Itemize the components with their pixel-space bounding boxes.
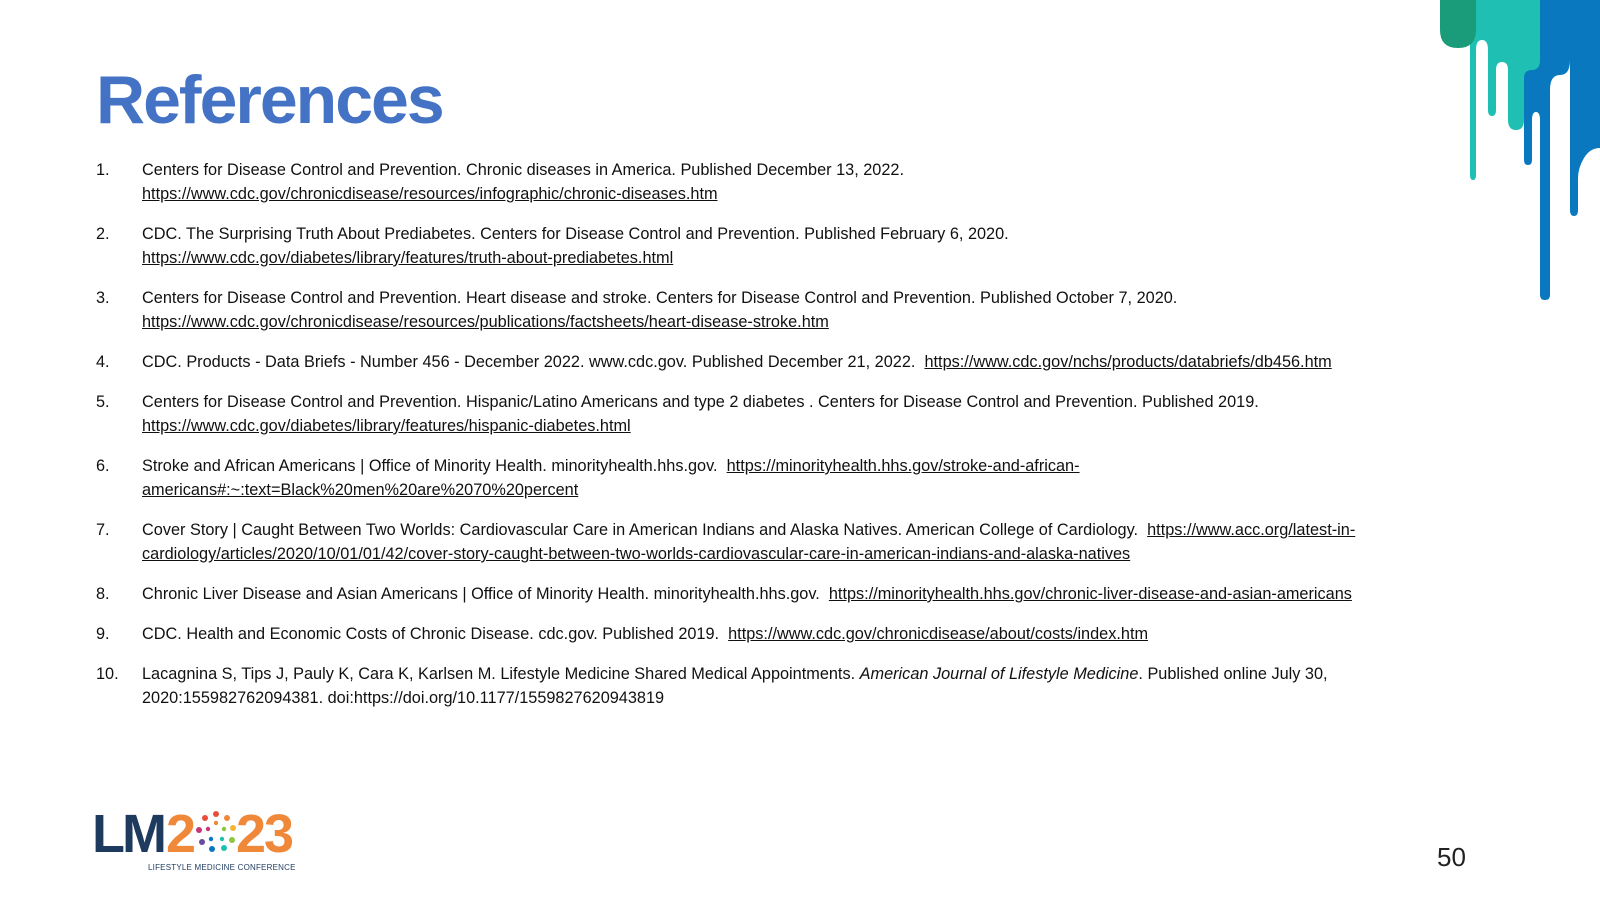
- reference-link[interactable]: https://www.cdc.gov/chronicdisease/about/costs/index.htm: [728, 625, 1149, 643]
- reference-item: [96, 390, 1506, 438]
- reference-number: 10.: [96, 665, 119, 683]
- reference-link[interactable]: https://www.cdc.gov/diabetes/library/features/truth-about-prediabetes.html: [142, 249, 674, 267]
- reference-number: 3.: [96, 289, 110, 307]
- reference-link[interactable]: https://www.cdc.gov/chronicdisease/resources/infographic/chronic-diseases.htm: [142, 185, 718, 203]
- reference-number: 4.: [96, 353, 110, 371]
- reference-item: [96, 662, 1506, 710]
- conference-logo: [92, 800, 302, 862]
- reference-link[interactable]: https://www.acc.org/latest-in-cardiology/articles/2020/10/01/01/42/cover-story-caught-between-two-worlds-cardiovascular-care-in-american-indians-and-alaska-natives: [142, 521, 1356, 563]
- reference-link[interactable]: https://www.cdc.gov/diabetes/library/features/hispanic-diabetes.html: [142, 417, 631, 435]
- reference-text-after: . Published online July 30, 2020:155982762094381. doi:https://doi.org/10.1177/1559827620943819: [142, 665, 1328, 707]
- reference-list: [96, 158, 1506, 726]
- reference-text: Cover Story | Caught Between Two Worlds: Cardiovascular Care in American Indians and Alaska Natives. American College of Cardiology.: [142, 521, 1139, 539]
- reference-item: [96, 286, 1506, 334]
- page-title: References: [96, 62, 443, 138]
- reference-item: [96, 622, 1506, 646]
- reference-link[interactable]: https://minorityhealth.hhs.gov/chronic-liver-disease-and-asian-americans: [828, 585, 1352, 603]
- svg-text:23: 23: [236, 804, 293, 862]
- svg-text:2: 2: [166, 804, 197, 862]
- reference-link[interactable]: https://minorityhealth.hhs.gov/stroke-and-african-americans#:~:text=Black%20men%20are%2070%20percent: [142, 457, 1080, 499]
- reference-item: [96, 350, 1506, 374]
- reference-item: [96, 454, 1506, 502]
- reference-number: 1.: [96, 161, 110, 179]
- reference-link[interactable]: https://www.cdc.gov/chronicdisease/resources/publications/factsheets/heart-disease-stroke.htm: [142, 313, 829, 331]
- reference-item: [96, 518, 1506, 566]
- reference-text: CDC. Health and Economic Costs of Chronic Disease. cdc.gov. Published 2019.: [142, 625, 720, 643]
- reference-text: Stroke and African Americans | Office of Minority Health. minorityhealth.hhs.gov.: [142, 457, 718, 475]
- reference-number: 8.: [96, 585, 110, 603]
- svg-text:LM: LM: [92, 804, 164, 862]
- reference-number: 2.: [96, 225, 110, 243]
- reference-link[interactable]: https://www.cdc.gov/nchs/products/databriefs/db456.htm: [924, 353, 1332, 371]
- reference-number: 7.: [96, 521, 110, 539]
- reference-text: Chronic Liver Disease and Asian Americans | Office of Minority Health. minorityhealth.hhs.gov.: [142, 585, 820, 603]
- reference-item: [96, 222, 1506, 270]
- reference-text: Lacagnina S, Tips J, Pauly K, Cara K, Karlsen M. Lifestyle Medicine Shared Medical Appointments.: [142, 665, 856, 683]
- reference-text: CDC. The Surprising Truth About Prediabetes. Centers for Disease Control and Prevention. Published February 6, 2020.: [142, 225, 1009, 243]
- reference-number: 6.: [96, 457, 110, 475]
- reference-item: [96, 158, 1506, 206]
- reference-number: 9.: [96, 625, 110, 643]
- page-number: 50: [1437, 842, 1466, 872]
- reference-text: Centers for Disease Control and Prevention. Heart disease and stroke. Centers for Disease Control and Prevention. Published October 7, 2020.: [142, 289, 1178, 307]
- reference-number: 5.: [96, 393, 110, 411]
- reference-item: [96, 582, 1506, 606]
- reference-text: Centers for Disease Control and Prevention. Chronic diseases in America. Published December 13, 2022.: [142, 161, 904, 179]
- logo-subtitle: LIFESTYLE MEDICINE CONFERENCE: [148, 863, 296, 872]
- journal-name: American Journal of Lifestyle Medicine: [859, 665, 1139, 683]
- reference-text: Centers for Disease Control and Prevention. Hispanic/Latino Americans and type 2 diabetes . Centers for Disease Control and Prevention. Published 2019.: [142, 393, 1259, 411]
- reference-text: CDC. Products - Data Briefs - Number 456 - December 2022. www.cdc.gov. Published December 21, 2022.: [142, 353, 916, 371]
